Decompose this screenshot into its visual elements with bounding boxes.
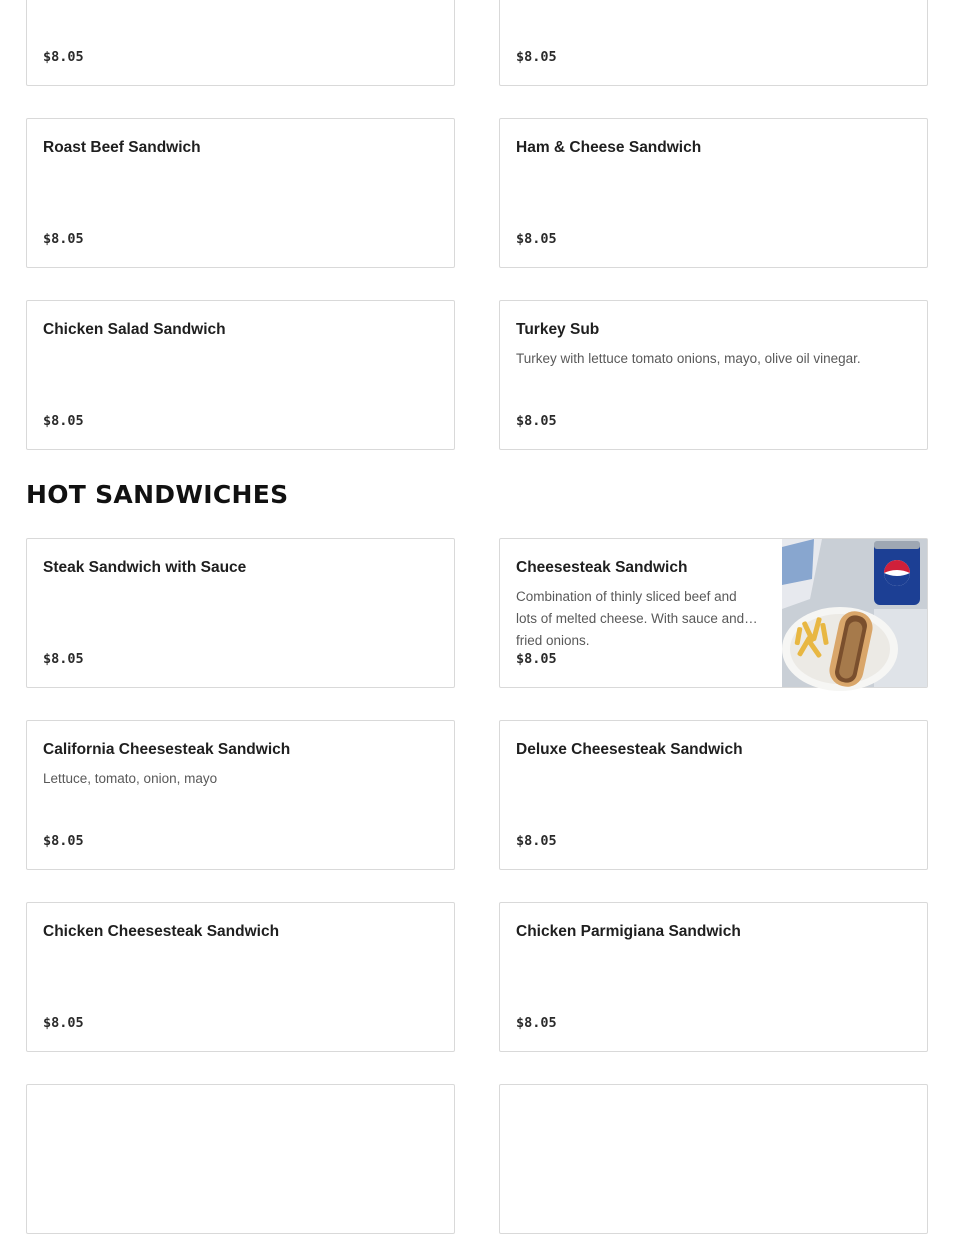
item-price: $8.05 [516, 231, 557, 247]
item-price: $8.05 [43, 651, 84, 667]
item-name: California Cheesesteak Sandwich [43, 741, 291, 758]
section-title-hot-sandwiches: HOT SANDWICHES [26, 480, 289, 509]
menu-item-card[interactable] [499, 1084, 928, 1234]
menu-item-card-chicken-parmigiana-sandwich[interactable] [499, 902, 928, 1052]
item-name: Turkey Sub [516, 321, 600, 338]
item-description: Combination of thinly sliced beef and lots of melted cheese. With sauce and fried onions. [516, 589, 745, 648]
menu-item-card-steak-sandwich-with-sauce[interactable] [26, 538, 455, 688]
menu-item-card-ham-cheese-sandwich[interactable] [499, 118, 928, 268]
item-name: Chicken Salad Sandwich [43, 321, 226, 338]
item-price: $8.05 [43, 413, 84, 429]
menu-item-card-chicken-cheesesteak-sandwich[interactable] [26, 902, 455, 1052]
menu-item-card[interactable] [26, 1084, 455, 1234]
item-name: Ham & Cheese Sandwich [516, 139, 702, 156]
menu-item-card-roast-beef-sandwich[interactable] [26, 118, 455, 268]
menu-item-card-cheesesteak-sandwich[interactable] [499, 538, 928, 688]
item-name: Chicken Parmigiana Sandwich [516, 923, 741, 940]
menu-item-card-california-cheesesteak-sandwich[interactable] [26, 720, 455, 870]
item-price: $8.05 [516, 833, 557, 849]
item-price: $8.05 [516, 1015, 557, 1031]
menu-item-card[interactable] [26, 0, 455, 86]
item-price: $8.05 [516, 49, 557, 65]
item-name: Chicken Cheesesteak Sandwich [43, 923, 280, 940]
item-price: $8.05 [43, 1015, 84, 1031]
menu-item-card-deluxe-cheesesteak-sandwich[interactable] [499, 720, 928, 870]
item-description: Turkey with lettuce tomato onions, mayo, olive oil vinegar. [516, 351, 861, 366]
item-price: $8.05 [516, 413, 557, 429]
item-price: $8.05 [43, 49, 84, 65]
item-name: Cheesesteak Sandwich [516, 559, 688, 576]
item-name: Roast Beef Sandwich [43, 139, 201, 156]
menu-item-card-chicken-salad-sandwich[interactable] [26, 300, 455, 450]
item-price: $8.05 [516, 651, 557, 667]
item-price: $8.05 [43, 833, 84, 849]
cheesesteak-photo [782, 539, 927, 687]
item-name: Steak Sandwich with Sauce [43, 559, 247, 576]
item-description: Lettuce, tomato, onion, mayo [43, 771, 218, 786]
menu-item-card[interactable] [499, 0, 928, 86]
item-price: $8.05 [43, 231, 84, 247]
menu-item-card-turkey-sub[interactable] [499, 300, 928, 450]
item-name: Deluxe Cheesesteak Sandwich [516, 741, 743, 758]
